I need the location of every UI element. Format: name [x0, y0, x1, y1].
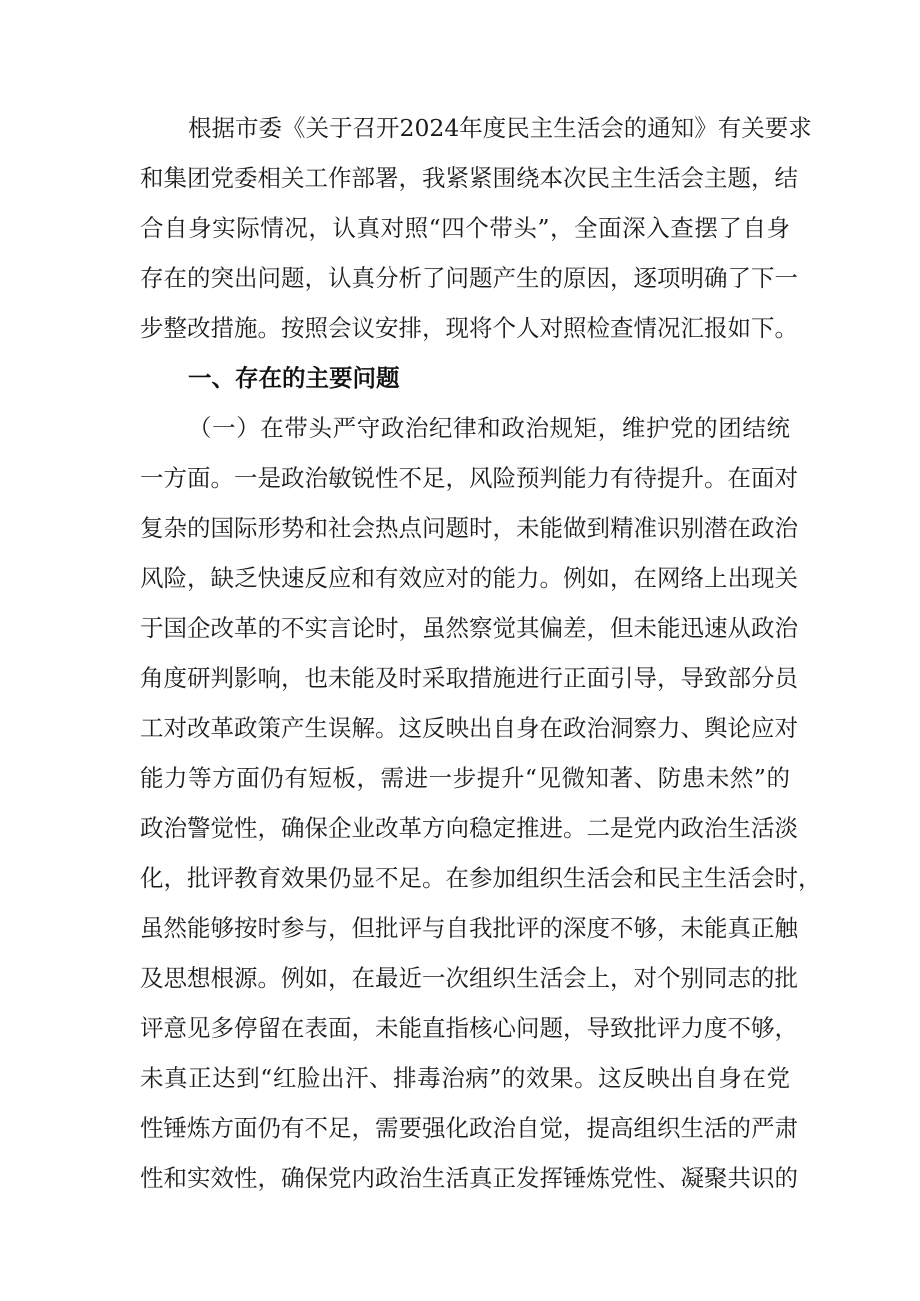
intro-line: 步整改措施。按照会议安排，现将个人对照检查情况汇报如下。: [140, 314, 798, 342]
body-line: 复杂的国际形势和社会热点问题时，未能做到精准识别潜在政治: [140, 514, 798, 542]
intro-line: 根据市委《关于召开2024年度民主生活会的通知》有关要求: [188, 114, 812, 142]
body-line: 能力等方面仍有短板，需进一步提升“见微知著、防患未然”的: [140, 764, 790, 792]
section-heading: 一、存在的主要问题: [188, 364, 400, 392]
body-line: 于国企改革的不实言论时，虽然察觉其偏差，但未能迅速从政治: [140, 614, 798, 642]
body-line: 风险，缺乏快速反应和有效应对的能力。例如，在网络上出现关: [140, 564, 798, 592]
body-line: 性锤炼方面仍有不足，需要强化政治自觉，提高组织生活的严肃: [140, 1114, 798, 1142]
body-line: 一方面。一是政治敏锐性不足，风险预判能力有待提升。在面对: [140, 464, 798, 492]
body-line: 虽然能够按时参与，但批评与自我批评的深度不够，未能真正触: [140, 914, 798, 942]
body-line: 及思想根源。例如，在最近一次组织生活会上，对个别同志的批: [140, 964, 798, 992]
body-line: 评意见多停留在表面，未能直指核心问题，导致批评力度不够，: [140, 1014, 798, 1042]
intro-line: 存在的突出问题，认真分析了问题产生的原因，逐项明确了下一: [140, 264, 798, 292]
body-line: 政治警觉性，确保企业改革方向稳定推进。二是党内政治生活淡: [140, 814, 798, 842]
body-line: 未真正达到“红脸出汗、排毒治病”的效果。这反映出自身在党: [140, 1064, 790, 1092]
body-line: 工对改革政策产生误解。这反映出自身在政治洞察力、舆论应对: [140, 714, 798, 742]
body-line: 化，批评教育效果仍显不足。在参加组织生活会和民主生活会时，: [140, 864, 822, 892]
body-line: 角度研判影响，也未能及时采取措施进行正面引导，导致部分员: [140, 664, 798, 692]
body-line: （一）在带头严守政治纪律和政治规矩，维护党的团结统: [188, 414, 790, 442]
body-line: 性和实效性，确保党内政治生活真正发挥锤炼党性、凝聚共识的: [140, 1164, 798, 1192]
intro-line: 合自身实际情况，认真对照“四个带头”，全面深入查摆了自身: [140, 214, 790, 242]
intro-line: 和集团党委相关工作部署，我紧紧围绕本次民主生活会主题，结: [140, 164, 798, 192]
